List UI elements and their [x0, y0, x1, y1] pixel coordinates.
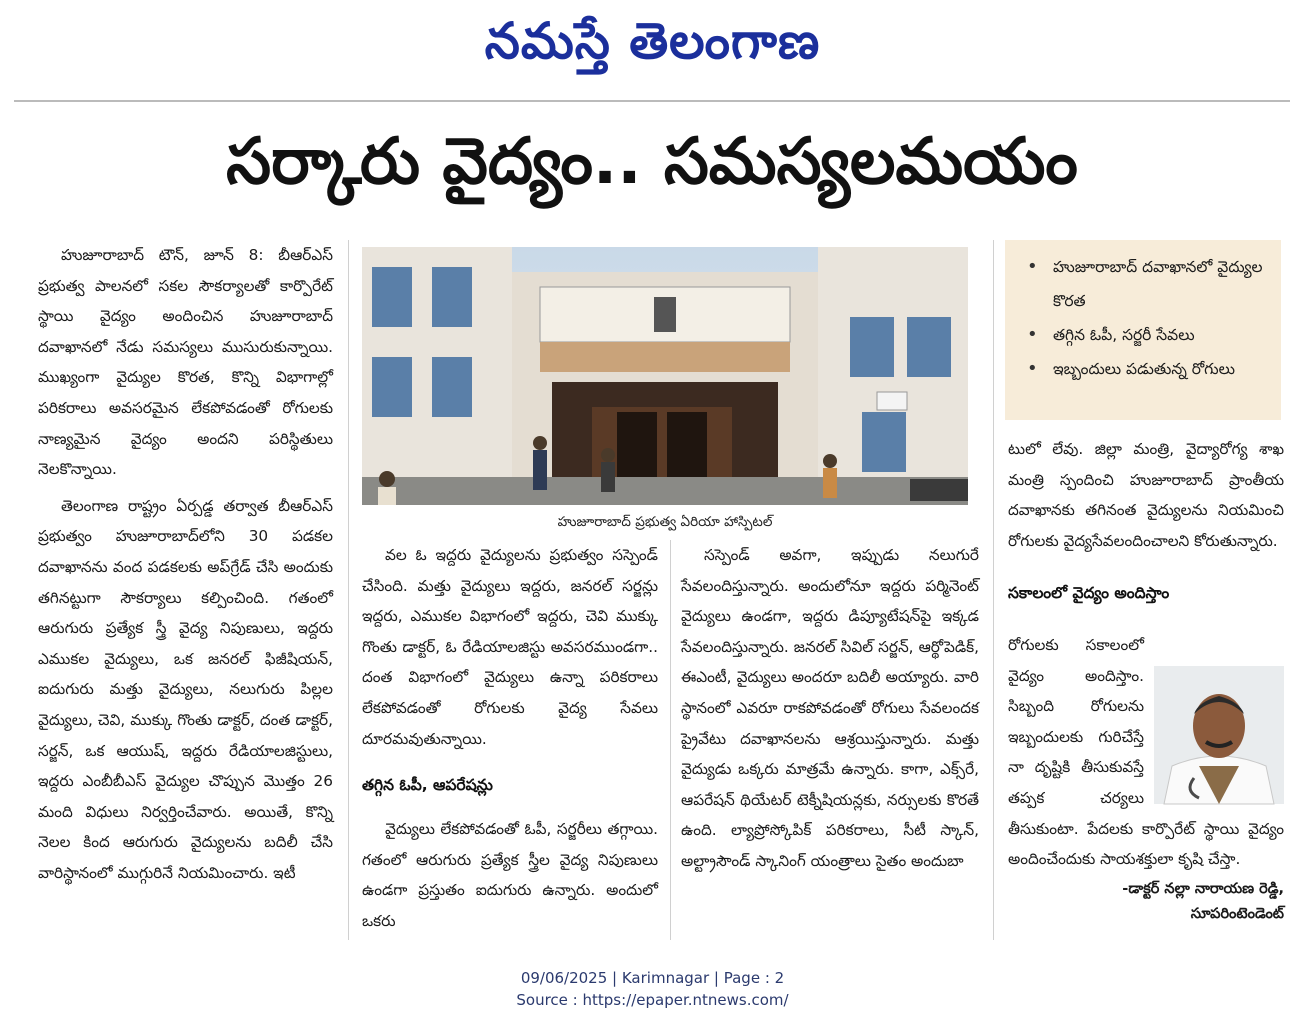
doctor-photo-image — [1154, 666, 1284, 804]
column-divider — [348, 240, 349, 940]
doctor-portrait — [1154, 666, 1284, 804]
quote-paragraph: రోగులకు సకాలంలో వైద్యం అందిస్తాం. సిబ్బంది రోగులను ఇబ్బందులకు గురిచేస్తే నా దృష్టికి తీసుకువస్తే తప్పక చర్యలు తీసుకుంటా. పేదలకు కార్పొరేట్ స్థాయి వైద్యం అందించేందుకు సాయశక్తులా కృషి చేస్తా. — [1008, 636, 1284, 869]
footer-date-edition: 09/06/2025 | Karimnagar | Page : 2 — [520, 969, 785, 987]
paragraph: వైద్యులు లేకపోవడంతో ఓపీ, సర్జరీలు తగ్గాయి. గతంలో ఆరుగురు ప్రత్యేక స్త్రీల వైద్య నిపుణులు ఉండగా ప్రస్తుతం ఐదుగురు ఉన్నారు. అందులో ఒకరు — [362, 820, 658, 930]
footer-source: Source : https://epaper.ntnews.com/ — [516, 991, 789, 1009]
headline: సర్కారు వైద్యం.. సమస్యలమయం — [226, 125, 1078, 199]
column-divider — [670, 540, 671, 940]
paragraph: వల ఓ ఇద్దరు వైద్యులను ప్రభుత్వం సస్పెండ్ చేసింది. మత్తు వైద్యులు ఇద్దరు, జనరల్ సర్జన్లు ఇద్దరు, ఎముకల విభాగంలో ఇద్దరు, చెవి ముక్కు గొంతు డాక్టర్, ఓ రేడియాలజిస్టు అవసరముండగా.. దంత విభాగంలో వైద్యులు ఉన్నా పరికరాలు లేకపోవడంతో రోగులకు వైద్య సేవలు దూరమవుతున్నాయి. — [362, 546, 658, 748]
bullet-icon: • — [1027, 324, 1038, 345]
hospital-photo — [362, 247, 968, 505]
column-divider — [993, 240, 994, 940]
highlights-list — [1005, 240, 1281, 386]
signature-name: -డాక్టర్ నల్లా నారాయణ రెడ్డి, — [1122, 880, 1284, 897]
masthead — [0, 0, 1305, 84]
page-footer — [0, 967, 1305, 1027]
paragraph: హుజూరాబాద్ టౌన్, జూన్ 8: బీఆర్ఎస్ ప్రభుత్వ పాలనలో సకల సౌకర్యాలతో కార్పొరేట్ స్థాయి వైద్యం అందించిన హుజూరాబాద్ దవాఖానలో నేడు సమస్యలు ముసురుకున్నాయి. ముఖ్యంగా వైద్యుల కొరత, కొన్ని విభాగాల్లో పరికరాలు అవసరమైన లేకపోవడంతో రోగులకు నాణ్యమైన వైద్యం అందని పరిస్థితులు నెలకొన్నాయి. — [38, 246, 333, 479]
hospital-building-image — [362, 247, 968, 505]
bullet-icon: • — [1027, 256, 1038, 277]
subheading: సకాలంలో వైద్యం అందిస్తాం — [1008, 584, 1170, 602]
paragraph: తెలంగాణ రాష్ట్రం ఏర్పడ్డ తర్వాత బీఆర్ఎస్ ప్రభుత్వం హుజూరాబాద్‌లోని 30 పడకల దవాఖానను వంద పడకలకు అప్‌గ్రేడ్ చేసి అందుకు తగినట్టుగా సౌకర్యాలు కల్పించింది. గతంలో ఆరుగురు ప్రత్యేక స్త్రీ వైద్య నిపుణులు, ఇద్దరు ఎముకల వైద్యులు, ఒక జనరల్ ఫిజీషియన్, ఐదుగురు మత్తు వైద్యులు, నలుగురు పిల్లల వైద్యులు, చెవి, ముక్కు గొంతు డాక్టర్, దంత డాక్టర్, సర్జన్, ఒక ఆయుష్, ఇద్దరు రేడియాలజిస్టులు, ఇద్దరు ఎంబీబీఎస్ వైద్యుల చొప్పున మొత్తం 26 మంది విధులు నిర్వర్తించేవారు. అయితే, కొన్ని నెలల కింద ఆరుగురు వైద్యులను బదిలీ చేసి వారిస్థానంలో ముగ్గురినే నియమించారు. ఇటీ — [38, 496, 333, 882]
paragraph: టులో లేవు. జిల్లా మంత్రి, వైద్యారోగ్య శాఖ మంత్రి స్పందించి హుజూరాబాద్ ప్రాంతీయ దవాఖానకు తగినంత వైద్యులను నియమించి రోగులకు వైద్యసేవలందించాలని కోరుతున్నారు. — [1008, 440, 1284, 550]
photo-caption: హుజూరాబాద్ ప్రభుత్వ ఏరియా హాస్పిటల్ — [557, 514, 773, 530]
subheading: తగ్గిన ఓపీ, ఆపరేషన్లు — [362, 776, 493, 795]
article-column-4-quote — [1008, 630, 1284, 922]
paragraph: సస్పెండ్ అవగా, ఇప్పుడు నలుగురే సేవలందిస్తున్నారు. అందులోనూ ఇద్దరు పర్మినెంట్ వైద్యులు ఉండగా, ఇద్దరు డిప్యూటేషన్‌పై ఇక్కడ సేవలందిస్తున్నారు. జనరల్ సివిల్ సర్జన్, ఆర్థోపెడిక్, ఈఎంటీ, వైద్యులు అందరూ బదిలీ అయ్యారు. వారి స్థానంలో ఎవరూ రాకపోవడంతో రోగులు సేవలందక ప్రైవేటు దవాఖానలను ఆశ్రయిస్తున్నారు. మత్తు వైద్యుడు ఒక్కరు మాత్రమే ఉన్నారు. కాగా, ఎక్స్‌రే, ఆపరేషన్ థియేటర్ టెక్నీషియన్లకు, నర్సులకు కొరతే ఉంది. ల్యాప్రోస్కోపిక్ పరికరాలు, సీటీ స్కాన్, అల్ట్రాసౌండ్ స్కానింగ్ యంత్రాలు సైతం అందుబా — [681, 546, 979, 870]
highlight-item: • హుజూరాబాద్ దవాఖానలో వైద్యుల కొరత — [1023, 250, 1273, 318]
newspaper-logo: నమస్తే తెలంగాణ — [484, 12, 821, 70]
subheading-box — [1008, 578, 1284, 610]
highlights-box — [1005, 240, 1281, 420]
article-column-4-top — [1008, 434, 1284, 574]
bullet-icon: • — [1027, 358, 1038, 379]
signature-role: సూపరింటెండెంట్ — [1190, 905, 1284, 922]
highlight-item: • తగ్గిన ఓపీ, సర్జరీ సేవలు — [1023, 318, 1273, 352]
highlight-item: • ఇబ్బందులు పడుతున్న రోగులు — [1023, 352, 1273, 386]
article-column-2 — [362, 540, 658, 940]
article-column-1 — [38, 240, 333, 940]
top-rule — [14, 100, 1290, 102]
article-column-3 — [681, 540, 979, 940]
